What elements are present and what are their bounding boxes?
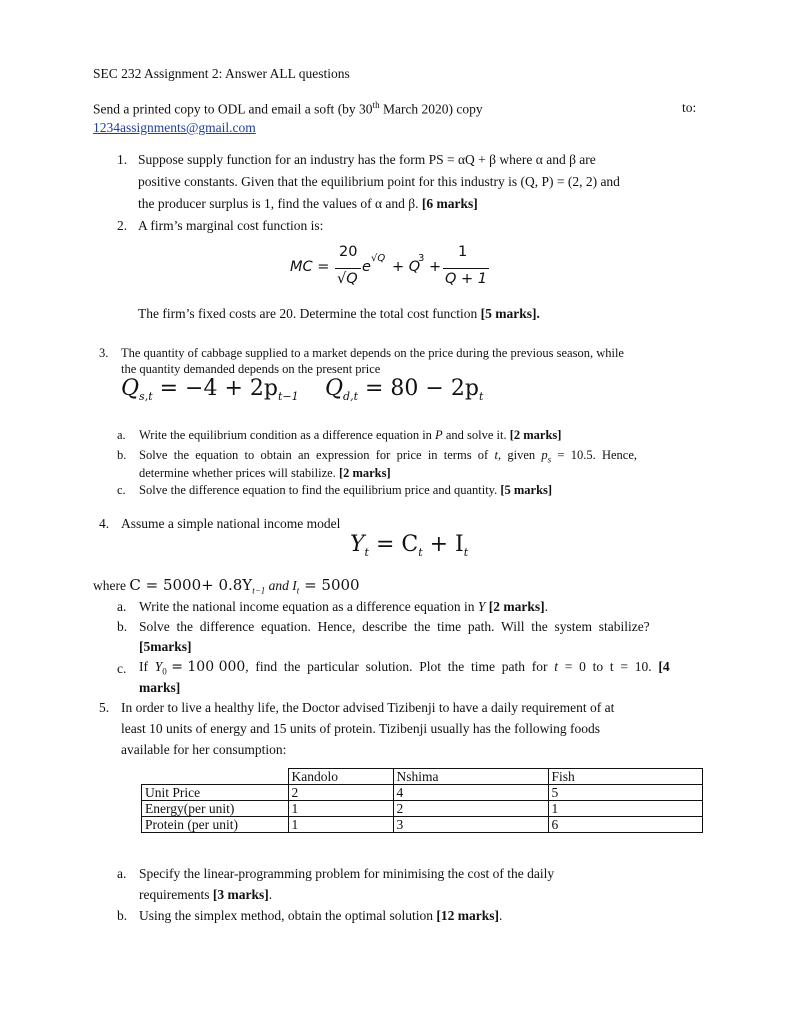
q3-eq1-rhs: = −4 + 2p [152,376,278,401]
table-header-nshima: Nshima [393,769,548,785]
q3b-text-1c: = 10.5. Hence, [551,448,637,462]
q4-line1: Assume a simple national income model [121,516,341,531]
q1-marks: [6 marks] [421,196,478,211]
q5b-end: . [498,908,503,923]
table-cell: 2 [393,801,548,817]
q3-eq2-q: Q [325,376,344,401]
q3c-label: c. [117,483,126,497]
q3b-t: t, [494,448,502,462]
table-row [142,785,703,801]
q5a-line1: Specify the linear-programming problem for minimising the cost of the daily [139,866,555,881]
q4-eq-i: + I [422,532,464,557]
email-link[interactable]: 1234assignments@gmail.com [93,120,256,135]
q3b-line1 [139,448,637,465]
q4c-y: Y [154,659,163,674]
q4c-line1 [139,659,670,677]
q3b-p: p [541,448,548,462]
q2-eq-num2: 1 [458,244,468,260]
q4-eq-y-sub: t [364,546,369,559]
q4c-marks-2: marks] [139,680,181,695]
q3b-text-1b: given [501,448,542,462]
table-header-corner [142,769,289,785]
q2-eq-num1: 20 [339,244,358,260]
q3c-marks: [5 marks] [500,483,553,497]
q3-line2: the quantity demanded depends on the present price [121,362,381,376]
q3a-text-1: Write the equilibrium condition as a difference equation in [139,428,436,442]
table-row-label: Protein (per unit) [142,817,289,833]
q4-where-i-sub: t [296,585,300,596]
q4b-marks-line [139,639,192,655]
q5b-label: b. [117,908,128,923]
q5-line1: In order to live a healthy life, the Doctor advised Tizibenji to have a daily requirement of at [121,700,615,715]
q2-eq-den1: √Q [337,271,358,287]
q2-text: The firm’s fixed costs are 20. Determine the total cost function [138,306,481,321]
q3-eq2-rhs: = 80 − 2p [358,376,479,401]
q2-line1: A firm’s marginal cost function is: [138,218,324,233]
q4c-label: c. [117,661,127,676]
q3c-text-1: Solve the difference equation to find the equilibrium price and quantity. [139,483,501,497]
q5-number: 5. [99,700,110,715]
q2-eq-fraction-bar2 [443,268,489,269]
table-cell: 4 [393,785,548,801]
q4a-marks: [2 marks] [485,599,545,614]
q3b-label: b. [117,448,127,462]
q4c-t: t [554,659,559,674]
q5-line2: least 10 units of energy and 15 units of protein. Tizibenji usually has the following foods [121,721,600,736]
q1-line2: positive constants. Given that the equilibrium point for this industry is (Q, P) = (2, 2) and [138,174,620,189]
q4c-if: If [139,659,155,674]
instruction-line [93,100,483,118]
q4-where-c: C = 5000+ 0.8Y [129,576,253,594]
q4-where-line [93,576,360,596]
q4-where: where [93,578,130,593]
foods-table [141,768,703,833]
q4-number: 4. [99,516,110,531]
table-cell: 1 [288,801,393,817]
instruction-text-1: Send a printed copy to ODL and email a soft (by 30 [93,101,373,117]
q4-eq-c: = C [368,532,419,557]
table-row [142,801,703,817]
q3-demand-equation [325,376,483,403]
q3a-marks: [2 marks] [509,428,562,442]
q4-where-c-sub: t−1 [252,585,266,596]
q4-where-i: I [292,578,297,593]
q4-eq-i-sub: t [463,546,469,559]
q4c-val: = 100 000 [166,659,246,675]
q4-eq-y: Y [350,532,365,557]
q4c-text-1: , find the particular solution. Plot the time path for [245,659,555,674]
q2-eq-exp-sup: √Q [371,253,386,264]
q3b-p-sub: s [547,454,552,465]
q5-line3: available for her consumption: [121,742,287,757]
q1-line1: Suppose supply function for an industry has the form PS = αQ + β where α and β are [138,152,596,167]
q2-eq-mid-sup: 3 [418,253,425,264]
q3c-text [139,483,552,498]
q2-marks: [5 marks]. [480,306,540,321]
q2-line2 [138,306,540,322]
table-row-label: Unit Price [142,785,289,801]
q3b-text-2: determine whether prices will stabilize. [139,466,339,480]
table-header-fish: Fish [548,769,702,785]
instruction-to: to: [682,100,697,115]
q3a-label: a. [117,428,126,442]
q4-income-equation [350,532,468,559]
q3-eq2-sub: d,t [343,390,359,403]
q1-number: 1. [117,152,128,167]
q3-supply-equation [121,376,299,403]
q2-number: 2. [117,218,128,233]
q4b-label: b. [117,619,128,634]
table-row-label: Energy(per unit) [142,801,289,817]
table-header-kandolo: Kandolo [288,769,393,785]
q5a-end: . [268,887,273,902]
q1-line3 [138,196,478,212]
q4a-var: Y [477,599,486,614]
q3-eq1-sub: s,t [139,390,153,403]
q4c-text-2: = 0 to t = 10. [558,659,659,674]
q2-eq-plus: + [429,259,442,275]
q2-equation [290,244,510,296]
q5a-label: a. [117,866,127,881]
instruction-superscript: th [372,100,380,110]
table-cell: 5 [548,785,702,801]
q3-eq1-q: Q [121,376,140,401]
q4-where-and: and [265,578,293,593]
q2-eq-lhs: MC = [290,259,330,275]
q4a-label: a. [117,599,127,614]
page-title: SEC 232 Assignment 2: Answer ALL questions [93,66,350,81]
q5a-marks: [3 marks] [212,887,269,902]
q2-eq-fraction-bar1 [335,268,361,269]
q4c-y-sub: 0 [162,666,167,677]
instruction-text-2: March 2020) copy [379,101,483,117]
q3-eq1-rhs-sub: t−1 [277,390,299,403]
q4b-marks: [5marks] [139,639,192,654]
q4c-line2 [139,680,180,696]
q5b-marks: [12 marks] [436,908,499,923]
table-cell: 3 [393,817,548,833]
q5b-text [139,908,502,924]
q4a-text-1: Write the national income equation as a difference equation in [139,599,478,614]
q4-eq-c-sub: t [418,546,423,559]
q5b-text-1: Using the simplex method, obtain the optimal solution [139,908,437,923]
q2-eq-exp: e [362,259,371,275]
table-row [142,817,703,833]
q4-where-i-val: = 5000 [299,576,360,594]
q3b-text-1: Solve the equation to obtain an expression for price in terms of [139,448,495,462]
table-cell: 1 [548,801,702,817]
q3-eq2-rhs-sub: t [478,390,484,403]
q5a-line2 [139,887,272,903]
q2-eq-mid: + Q [392,259,421,275]
q3b-marks: [2 marks] [338,466,391,480]
q5a-text-2: requirements [139,887,213,902]
table-header-row [142,769,703,785]
q2-eq-den2: Q + 1 [445,271,488,287]
table-cell: 1 [288,817,393,833]
q3-line1: The quantity of cabbage supplied to a market depends on the price during the previous season, while [121,346,624,360]
table-cell: 6 [548,817,702,833]
q4a-end: . [544,599,548,614]
q4b-text: Solve the difference equation. Hence, describe the time path. Will the system stabilize? [139,619,650,634]
q3-number: 3. [99,346,109,360]
q3a-text [139,428,561,443]
q3a-var: P [435,428,443,442]
q1-text: the producer surplus is 1, find the values of α and β. [138,196,422,211]
q4c-marks-1: [4 [658,659,670,674]
q3a-text-2: and solve it. [442,428,510,442]
q4a-text [139,599,548,615]
q3b-line2 [139,466,391,481]
table-cell: 2 [288,785,393,801]
